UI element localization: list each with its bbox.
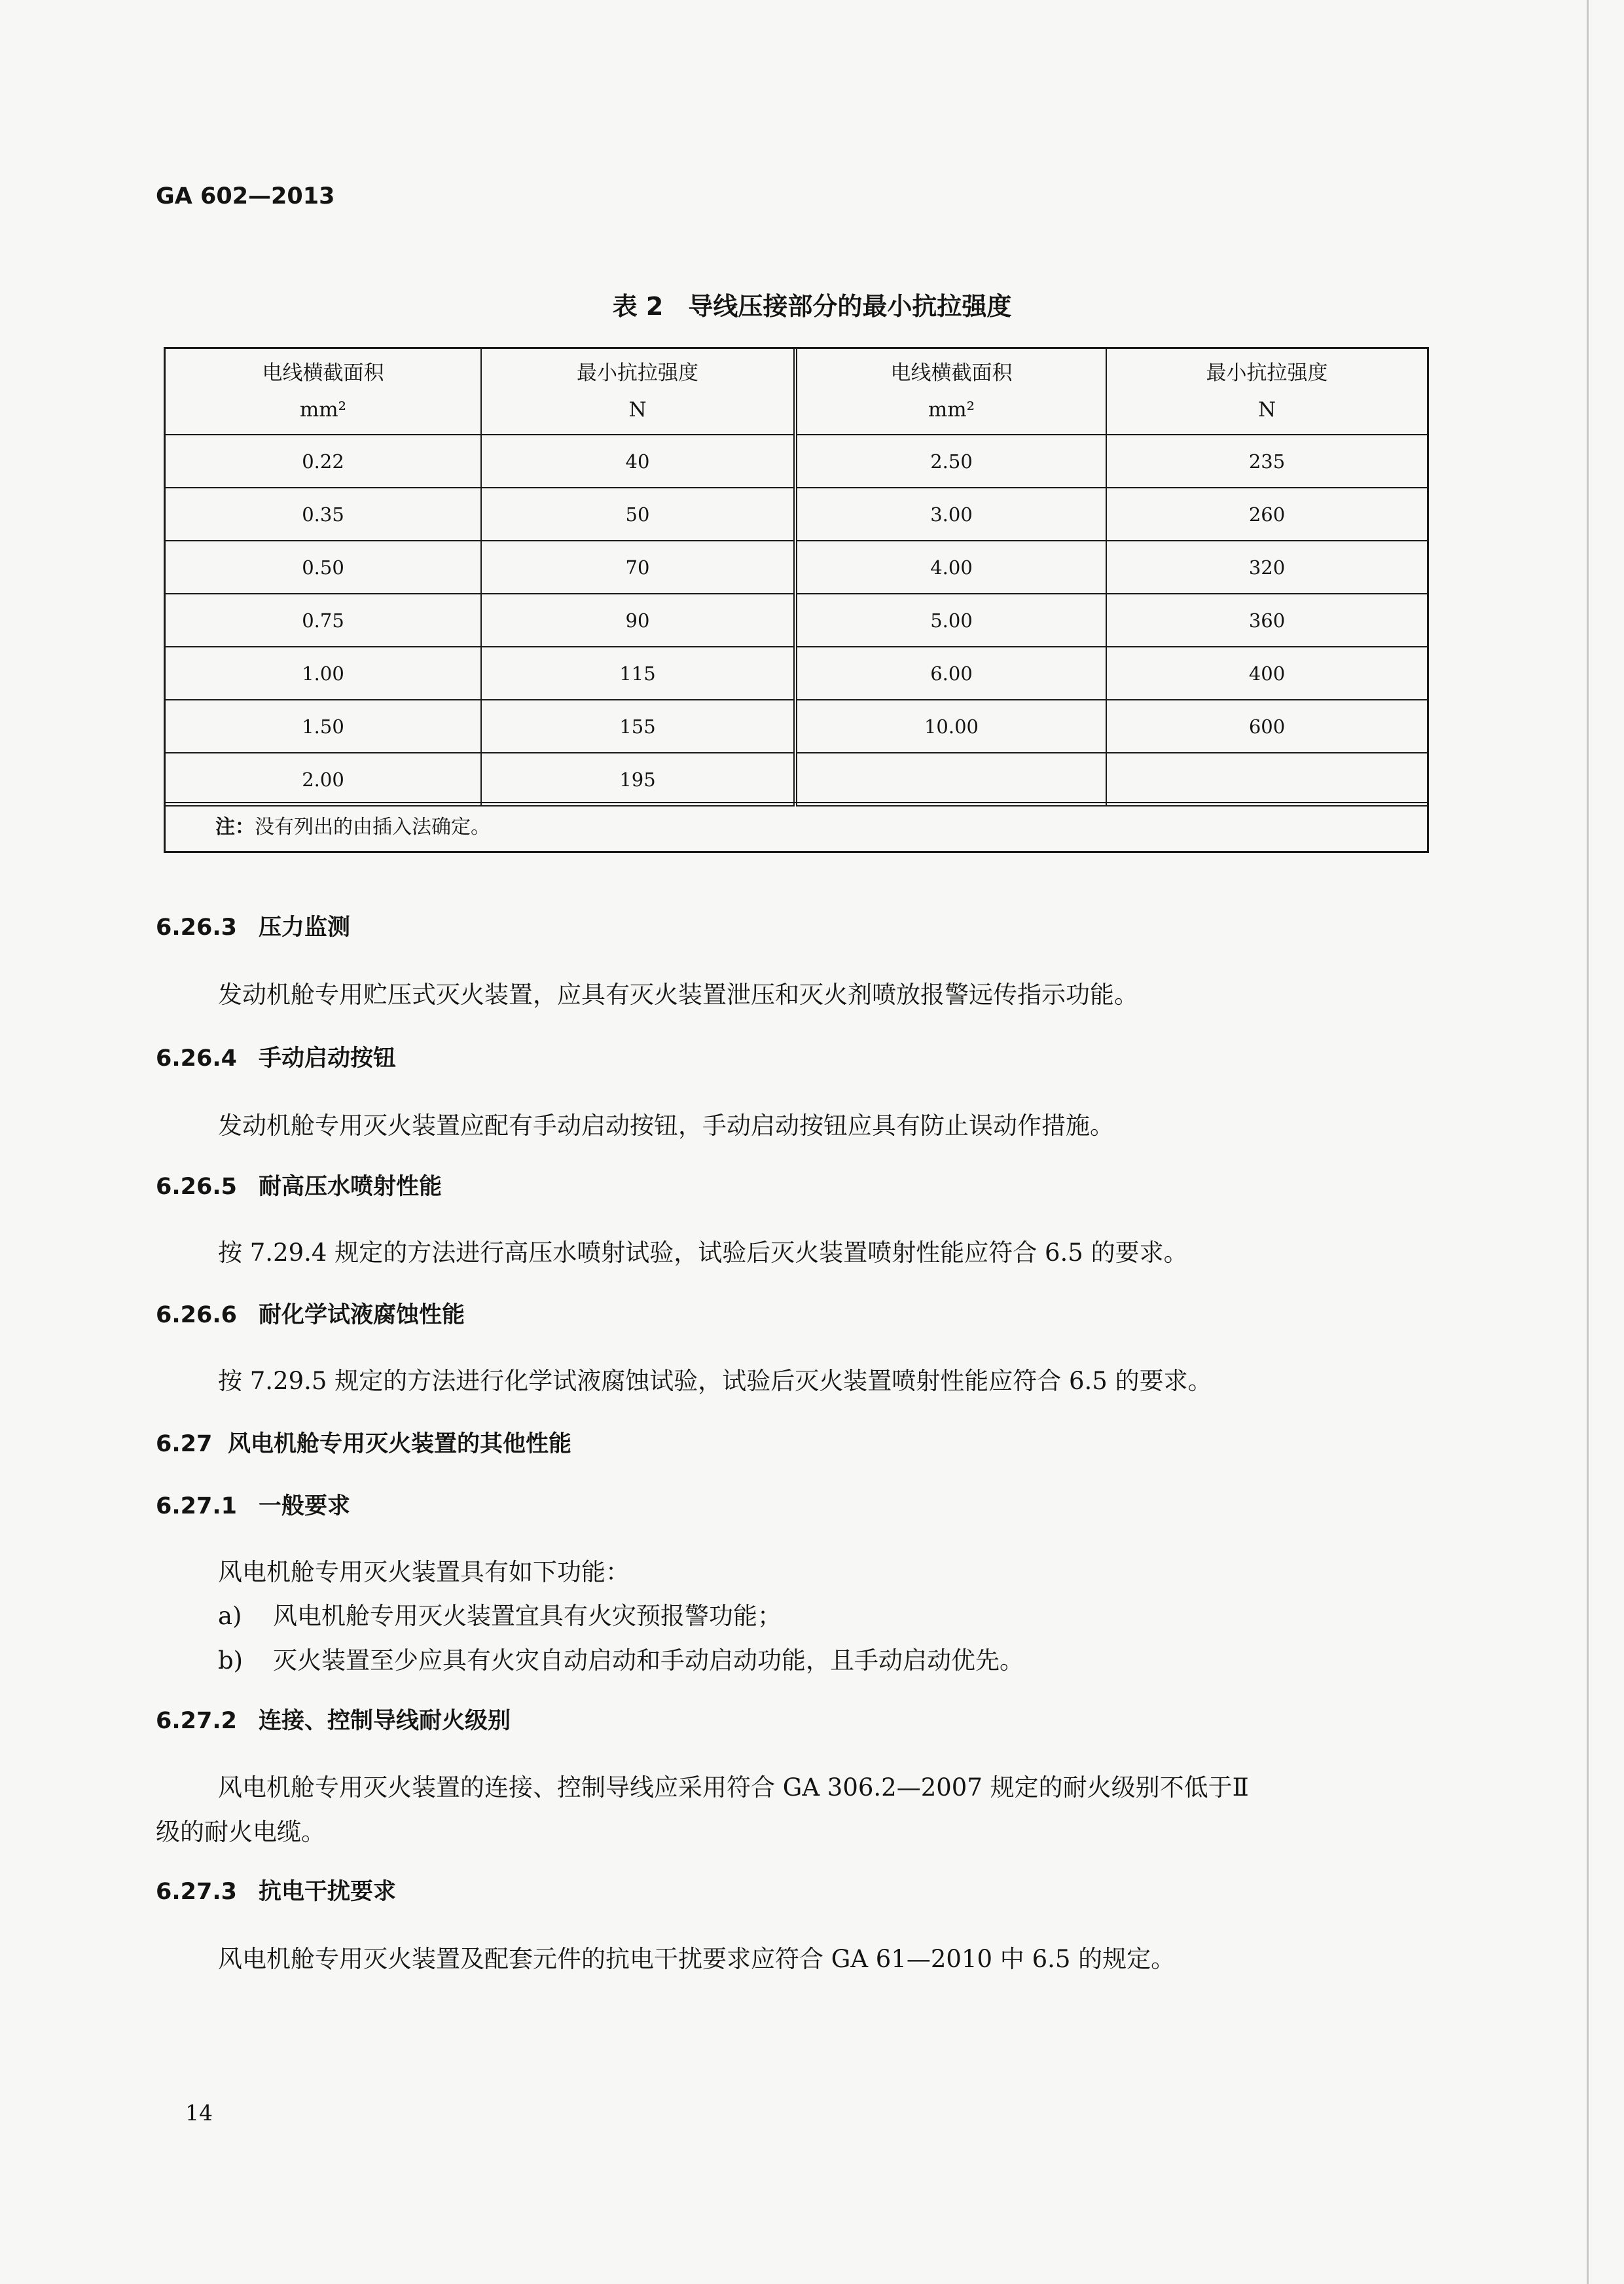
table-cell: 40 — [481, 435, 795, 488]
note-text: 没有列出的由插入法确定。 — [255, 816, 490, 839]
table-cell — [1106, 753, 1427, 806]
table-cell: 320 — [1106, 541, 1427, 594]
table-cell: 0.75 — [166, 594, 481, 647]
section-heading-6-27-1 — [156, 1488, 350, 1521]
header-cell — [1106, 349, 1427, 435]
section-title: 耐高压水喷射性能 — [259, 1174, 442, 1200]
section-number: 6.27 — [156, 1431, 213, 1457]
paragraph-6-27-1-intro: 风电机舱专用灭火装置具有如下功能： — [218, 1558, 630, 1586]
list-label: a) — [218, 1602, 242, 1630]
table-title: 导线压接部分的最小抗拉强度 — [688, 292, 1012, 321]
table-cell: 6.00 — [795, 647, 1106, 700]
table-cell: 260 — [1106, 488, 1427, 541]
table-number: 表 2 — [612, 292, 664, 321]
paragraph-6-26-3: 发动机舱专用贮压式灭火装置，应具有灭火装置泄压和灭火剂喷放报警远传指示功能。 — [218, 981, 1138, 1009]
header-unit: mm² — [928, 398, 975, 422]
section-number: 6.26.6 — [156, 1302, 238, 1328]
section-title: 抗电干扰要求 — [259, 1879, 397, 1905]
header-unit: N — [628, 398, 647, 422]
header-cell — [481, 349, 795, 435]
table-header-row — [166, 349, 1427, 435]
table-cell: 70 — [481, 541, 795, 594]
paragraph-6-26-5: 按 7.29.4 规定的方法进行高压水喷射试验，试验后灭火装置喷射性能应符合 6.5 的要求。 — [218, 1239, 1188, 1267]
table-note — [166, 802, 1427, 851]
table-cell: 90 — [481, 594, 795, 647]
section-number: 6.27.1 — [156, 1493, 238, 1519]
table-caption — [0, 286, 1624, 322]
strength-table-grid — [166, 349, 1427, 807]
section-number: 6.26.4 — [156, 1045, 238, 1072]
note-label: 注： — [215, 816, 255, 839]
table-row — [166, 541, 1427, 594]
section-number: 6.26.3 — [156, 915, 238, 941]
list-item — [218, 1596, 782, 1631]
table-cell: 115 — [481, 647, 795, 700]
table-cell: 5.00 — [795, 594, 1106, 647]
section-title: 耐化学试液腐蚀性能 — [259, 1302, 465, 1328]
paragraph-6-27-3: 风电机舱专用灭火装置及配套元件的抗电干扰要求应符合 GA 61—2010 中 6.5 的规定。 — [218, 1945, 1176, 1973]
paragraph-6-27-2-line2: 级的耐火电缆。 — [156, 1818, 325, 1846]
table-row — [166, 488, 1427, 541]
table-cell: 1.50 — [166, 700, 481, 753]
table-cell: 195 — [481, 753, 795, 806]
table-cell: 0.50 — [166, 541, 481, 594]
section-heading-6-26-3 — [156, 909, 350, 942]
list-text: 灭火装置至少应具有火灾自动启动和手动启动功能，且手动启动优先。 — [273, 1646, 1024, 1675]
table-row — [166, 647, 1427, 700]
table-cell: 600 — [1106, 700, 1427, 753]
paragraph-6-26-6: 按 7.29.5 规定的方法进行化学试液腐蚀试验，试验后灭火装置喷射性能应符合 6.5 的要求。 — [218, 1367, 1212, 1395]
table-cell: 3.00 — [795, 488, 1106, 541]
table-cell: 4.00 — [795, 541, 1106, 594]
table-row — [166, 753, 1427, 806]
table-cell: 0.35 — [166, 488, 481, 541]
section-heading-6-26-4 — [156, 1040, 396, 1073]
table-row — [166, 700, 1427, 753]
strength-table — [164, 347, 1429, 853]
table-cell — [795, 753, 1106, 806]
header-cell — [166, 349, 481, 435]
paragraph-6-27-2-line1: 风电机舱专用灭火装置的连接、控制导线应采用符合 GA 306.2—2007 规定的耐火级别不低于Ⅱ — [218, 1773, 1249, 1802]
section-title: 风电机舱专用灭火装置的其他性能 — [228, 1431, 572, 1457]
list-label: b) — [218, 1646, 244, 1675]
section-title: 压力监测 — [259, 915, 351, 941]
table-cell: 235 — [1106, 435, 1427, 488]
section-title: 连接、控制导线耐火级别 — [259, 1708, 511, 1734]
section-heading-6-27-3 — [156, 1874, 396, 1906]
table-cell: 50 — [481, 488, 795, 541]
standard-header: GA 602—2013 — [156, 183, 335, 209]
table-row — [166, 435, 1427, 488]
list-item — [218, 1640, 1024, 1676]
header-cell — [795, 349, 1106, 435]
scan-edge — [1587, 0, 1589, 2284]
table-cell: 2.00 — [166, 753, 481, 806]
header-label: 电线横截面积 — [262, 361, 384, 385]
header-label: 最小抗拉强度 — [577, 361, 698, 385]
header-label: 最小抗拉强度 — [1206, 361, 1328, 385]
table-cell: 400 — [1106, 647, 1427, 700]
section-heading-6-27-2 — [156, 1703, 511, 1735]
table-cell: 0.22 — [166, 435, 481, 488]
section-heading-6-26-6 — [156, 1297, 465, 1330]
list-text: 风电机舱专用灭火装置宜具有火灾预报警功能； — [273, 1602, 782, 1630]
section-title: 手动启动按钮 — [259, 1045, 397, 1072]
page-number: 14 — [185, 2100, 213, 2126]
table-cell: 360 — [1106, 594, 1427, 647]
section-title: 一般要求 — [259, 1493, 351, 1519]
table-cell: 1.00 — [166, 647, 481, 700]
header-unit: mm² — [299, 398, 347, 422]
table-cell: 2.50 — [795, 435, 1106, 488]
table-cell: 10.00 — [795, 700, 1106, 753]
paragraph-6-26-4: 发动机舱专用灭火装置应配有手动启动按钮，手动启动按钮应具有防止误动作措施。 — [218, 1112, 1114, 1140]
table-row — [166, 594, 1427, 647]
header-unit: N — [1257, 398, 1276, 422]
section-number: 6.27.2 — [156, 1708, 238, 1734]
section-number: 6.26.5 — [156, 1174, 238, 1200]
section-heading-6-27 — [156, 1426, 571, 1459]
table-cell: 155 — [481, 700, 795, 753]
section-heading-6-26-5 — [156, 1169, 442, 1201]
section-number: 6.27.3 — [156, 1879, 238, 1905]
header-label: 电线横截面积 — [890, 361, 1013, 385]
